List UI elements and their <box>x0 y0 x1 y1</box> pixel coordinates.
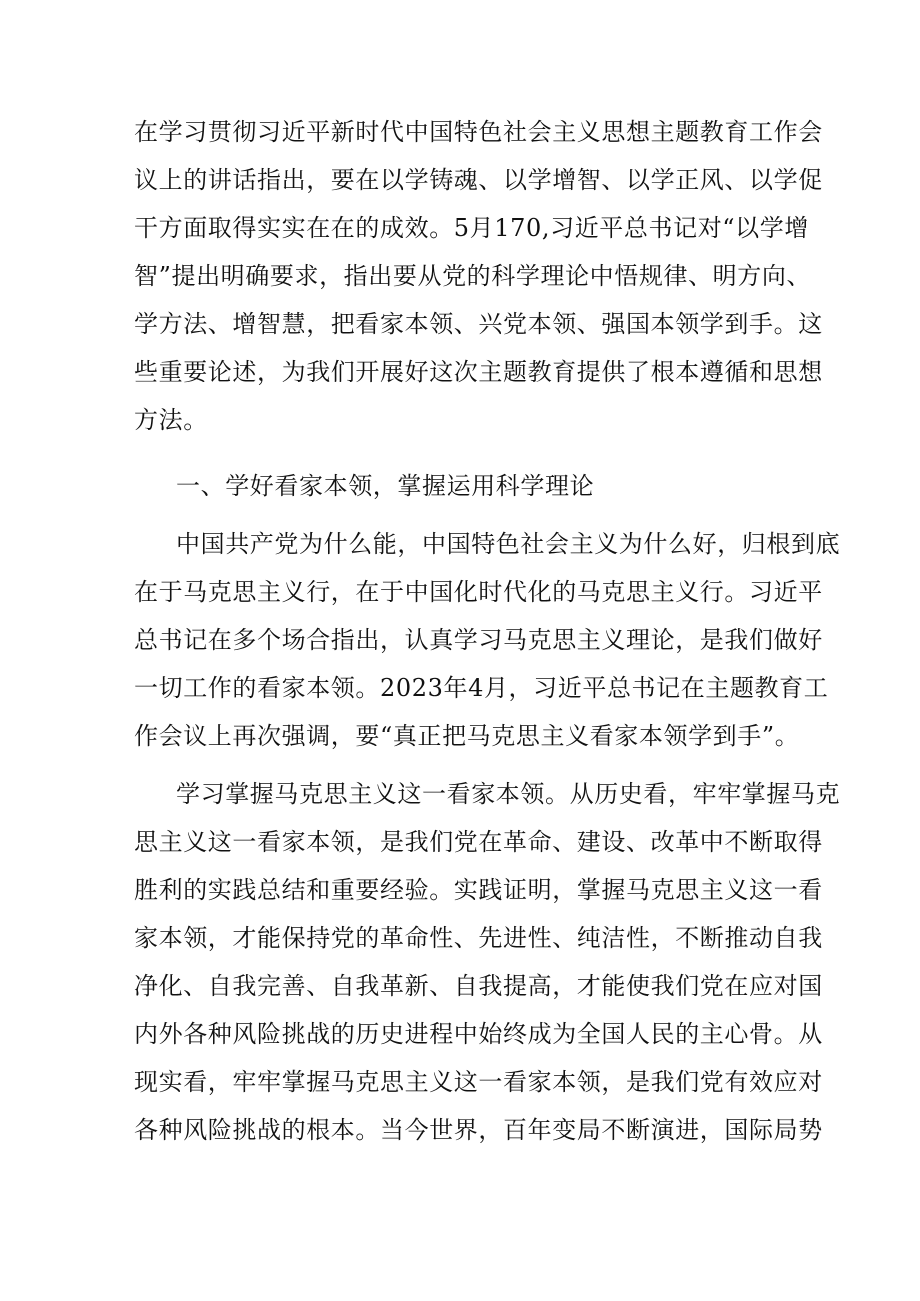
paragraph-line: 内外各种风险挑战的历史进程中始终成为全国人民的主心骨。从 <box>134 1020 823 1048</box>
paragraph-1 <box>134 108 823 444</box>
paragraph-line: 作会议上再次强调，要“真正把马克思主义看家本领学到手”。 <box>134 722 800 750</box>
paragraph-line: 在学习贯彻习近平新时代中国特色社会主义思想主题教育工作会 <box>134 118 823 146</box>
paragraph-line: 些重要论述，为我们开展好这次主题教育提供了根本遵循和思想 <box>134 358 823 386</box>
paragraph-line: 现实看，牢牢掌握马克思主义这一看家本领，是我们党有效应对 <box>134 1068 823 1096</box>
paragraph-line: 各种风险挑战的根本。当今世界，百年变局不断演进，国际局势 <box>134 1116 823 1144</box>
paragraph-line: 思主义这一看家本领，是我们党在革命、建设、改革中不断取得 <box>134 828 823 856</box>
paragraph-line: 净化、自我完善、自我革新、自我提高，才能使我们党在应对国 <box>134 972 823 1000</box>
paragraph-line: 干方面取得实实在在的成效。5月170,习近平总书记对“以学增 <box>134 214 809 242</box>
section-heading-1 <box>134 462 794 510</box>
paragraph-line: 家本领，才能保持党的革命性、先进性、纯洁性，不断推动自我 <box>134 924 823 952</box>
paragraph-line: 在于马克思主义行，在于中国化时代化的马克思主义行。习近平 <box>134 578 823 606</box>
paragraph-line: 议上的讲话指出，要在以学铸魂、以学增智、以学正风、以学促 <box>134 166 823 194</box>
paragraph-line: 总书记在多个场合指出，认真学习马克思主义理论，是我们做好 <box>134 626 823 654</box>
paragraph-3 <box>134 770 841 1154</box>
paragraph-line: 方法。 <box>134 406 208 434</box>
paragraph-line: 智”提出明确要求，指出要从党的科学理论中悟规律、明方向、 <box>134 262 812 290</box>
paragraph-line: 学方法、增智慧，把看家本领、兴党本领、强国本领学到手。这 <box>134 310 823 338</box>
heading-text: 一、学好看家本领，掌握运用科学理论 <box>176 472 595 500</box>
paragraph-line: 中国共产党为什么能，中国特色社会主义为什么好，归根到底 <box>176 530 841 558</box>
paragraph-line: 学习掌握马克思主义这一看家本领。从历史看，牢牢掌握马克 <box>176 780 841 808</box>
paragraph-line: 胜利的实践总结和重要经验。实践证明，掌握马克思主义这一看 <box>134 876 823 904</box>
paragraph-2 <box>134 520 841 760</box>
paragraph-line: 一切工作的看家本领。2023年4月，习近平总书记在主题教育工 <box>134 674 829 702</box>
